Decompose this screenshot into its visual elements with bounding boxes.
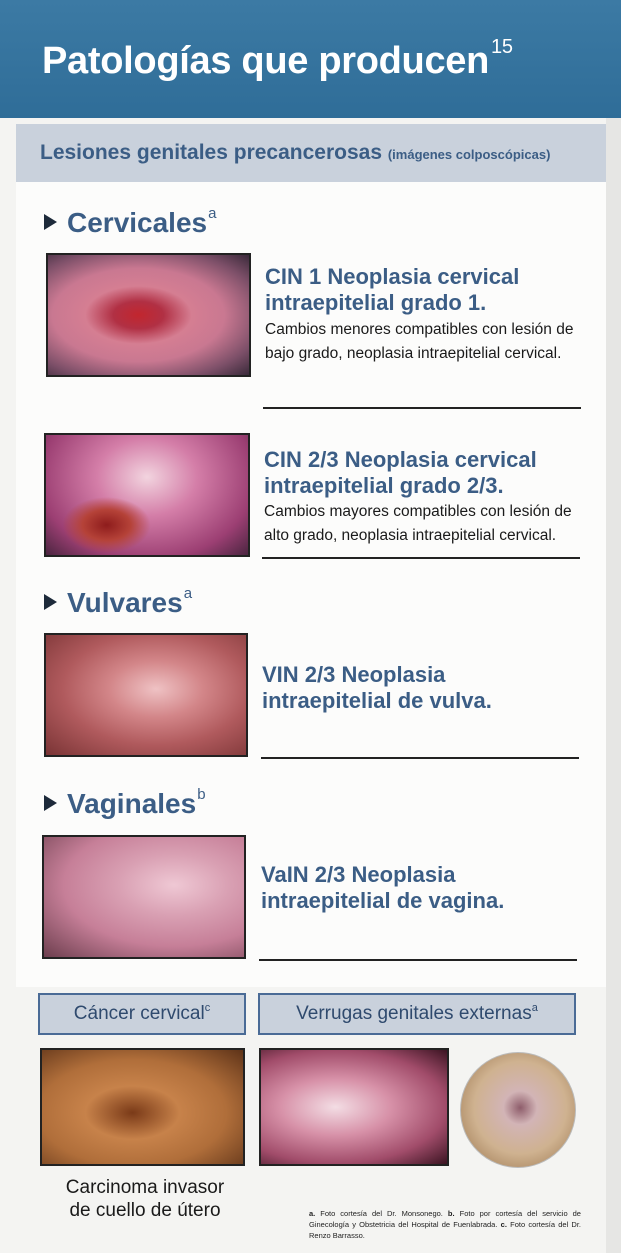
cancer-cervical-label: Cáncer cervical$^c$ — [38, 993, 246, 1035]
item-title: CIN 2/3 Neoplasia cervical intraepitelial grado 2/3. — [264, 447, 537, 498]
verrugas-label: Verrugas genitales externas$^a$ — [258, 993, 576, 1035]
photo-cin1 — [46, 253, 251, 377]
page-header — [0, 0, 621, 118]
photo-cin23 — [44, 433, 250, 557]
triangle-bullet-icon — [44, 214, 57, 230]
triangle-bullet-icon — [44, 795, 57, 811]
item-title: VIN 2/3 Neoplasia intraepitelial de vulva. — [262, 662, 492, 713]
item-text: Cambios mayores compatibles con lesión de alto grado, neoplasia intraepitelial cervical. — [264, 503, 572, 544]
item-text: Cambios menores compatibles con lesión de bajo grado, neoplasia intraepitelial cervical. — [265, 321, 574, 362]
page-title: Patologías que producen $^{15}$ — [42, 36, 513, 82]
divider-line — [259, 959, 577, 961]
section-vulvares: Vulvares$^a$ — [44, 587, 192, 619]
item-title: VaIN 2/3 Neoplasia intraepitelial de vagina. — [261, 862, 505, 913]
subheader-note: (imágenes colposcópicas) — [387, 147, 551, 162]
section-vaginales: Vaginales$^b$ — [44, 788, 206, 820]
section-cervicales: Cervicales$^a$ — [44, 207, 216, 239]
photo-vain23 — [42, 835, 246, 959]
divider-line — [262, 557, 580, 559]
page-edge — [606, 118, 621, 1253]
carcinoma-caption: Carcinoma invasor de cuello de útero — [65, 1177, 225, 1221]
photo-carcinoma — [40, 1048, 245, 1166]
footnotes: a. Foto cortesía del Dr. Monsonego. b. Foto por cortesía del servicio de Ginecología y Obstetricia del Hospital de Fuenlabrada. c. Foto cortesía del Dr. Renzo Barrasso. — [309, 1209, 581, 1240]
photo-vin23 — [44, 633, 248, 757]
divider-line — [261, 757, 579, 759]
title-reference: 15 — [491, 36, 513, 58]
item-title: CIN 1 Neoplasia cervical intraepitelial grado 1. — [265, 264, 520, 315]
divider-line — [263, 407, 581, 409]
photo-verrugas-circular — [460, 1052, 576, 1168]
triangle-bullet-icon — [44, 594, 57, 610]
subheader-title: Lesiones genitales precancerosas (imágenes colposcópicas) — [40, 141, 551, 164]
photo-verrugas — [259, 1048, 449, 1166]
subheader-band — [16, 124, 606, 182]
